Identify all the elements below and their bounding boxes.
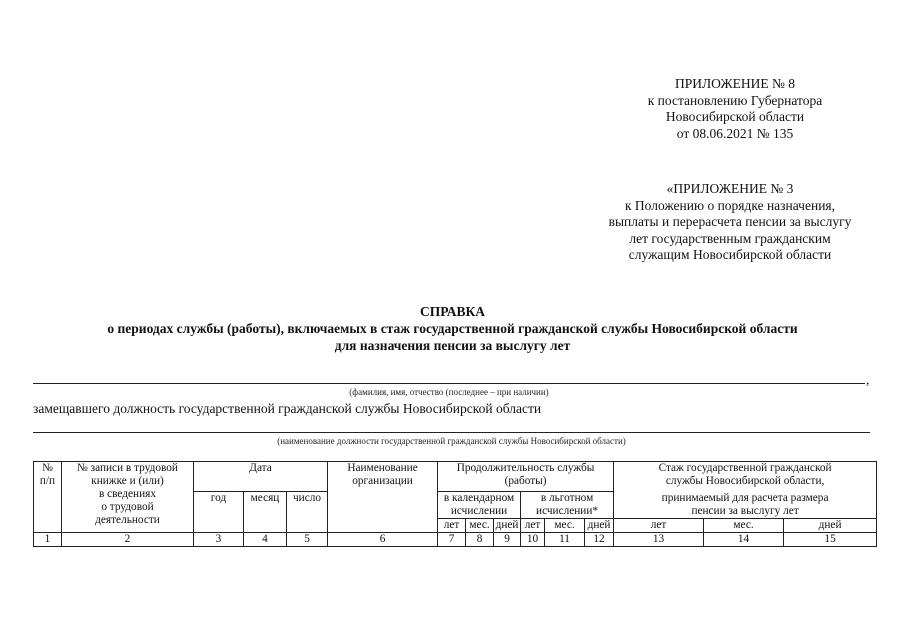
column-number: 2 — [62, 533, 194, 547]
position-statement: замещавшего должность государственной гражданской службы Новосибирской области — [33, 401, 542, 416]
column-number: 1 — [34, 533, 62, 547]
sub-appendix-line-4: лет государственным гражданским — [629, 230, 831, 246]
name-field-caption: (фамилия, имя, отчество (последнее – при наличии) — [349, 387, 549, 397]
unit-days-stazh: дней — [784, 519, 877, 533]
document-subtitle-1: о периодах службы (работы), включаемых в стаж государственной гражданской службы Новосибирской области — [107, 321, 798, 336]
column-number: 4 — [244, 533, 287, 547]
header-record: № записи в трудовой книжке и (или) в сведениях о трудовой деятельности — [62, 462, 194, 533]
appendix-line-4: от 08.06.2021 № 135 — [676, 125, 794, 141]
header-stazh: Стаж государственной гражданской службы Новосибирской области, — [614, 462, 877, 492]
header-date: Дата — [194, 462, 328, 492]
service-periods-table — [33, 461, 877, 547]
sub-appendix-line-2: к Положению о порядке назначения, — [624, 197, 835, 213]
header-number: № п/п — [34, 462, 62, 533]
sub-appendix-line-5: служащим Новосибирской области — [628, 247, 832, 262]
column-number: 11 — [545, 533, 585, 547]
sub-appendix-line-3: выплаты и перерасчета пенсии за выслугу — [608, 214, 852, 229]
column-number: 7 — [438, 533, 466, 547]
document-subtitle-2: для назначения пенсии за выслугу лет — [334, 338, 571, 353]
appendix-line-2: к постановлению Губернатора — [647, 92, 823, 108]
column-number: 3 — [194, 533, 244, 547]
column-number: 10 — [521, 533, 545, 547]
column-number: 8 — [466, 533, 494, 547]
header-year: год — [194, 492, 244, 533]
column-number: 9 — [494, 533, 521, 547]
column-number: 12 — [585, 533, 614, 547]
position-field-caption: (наименование должности государственной гражданской службы Новосибирской области) — [277, 436, 626, 446]
header-day: число — [287, 492, 328, 533]
appendix-line-3: Новосибирской области — [665, 109, 805, 124]
name-field-line — [33, 383, 865, 384]
appendix-header — [600, 76, 870, 142]
unit-months-calendar: мес. — [466, 519, 494, 533]
header-duration: Продолжительность службы (работы) — [438, 462, 614, 492]
header-stazh-cont: принимаемый для расчета размера пенсии за выслугу лет — [614, 492, 877, 519]
column-number: 6 — [328, 533, 438, 547]
unit-months-preferential: мес. — [545, 519, 585, 533]
column-number: 14 — [704, 533, 784, 547]
header-preferential: в льготном исчислении* — [521, 492, 614, 519]
unit-years-stazh: лет — [614, 519, 704, 533]
column-number-row — [34, 533, 877, 547]
header-organization: Наименование организации — [328, 462, 438, 533]
sub-appendix-line-1: «ПРИЛОЖЕНИЕ № 3 — [666, 181, 794, 196]
unit-years-calendar: лет — [438, 519, 466, 533]
unit-days-calendar: дней — [494, 519, 521, 533]
column-number: 5 — [287, 533, 328, 547]
column-number: 15 — [784, 533, 877, 547]
unit-days-preferential: дней — [585, 519, 614, 533]
column-number: 13 — [614, 533, 704, 547]
appendix-line-1: ПРИЛОЖЕНИЕ № 8 — [674, 76, 796, 91]
header-calendar: в календарном исчислении — [438, 492, 521, 519]
unit-months-stazh: мес. — [704, 519, 784, 533]
header-month: месяц — [244, 492, 287, 533]
position-field-line — [33, 432, 870, 433]
unit-years-preferential: лет — [521, 519, 545, 533]
sub-appendix-header — [580, 181, 880, 264]
document-title: СПРАВКА — [419, 304, 486, 319]
name-field-comma: , — [866, 372, 870, 387]
